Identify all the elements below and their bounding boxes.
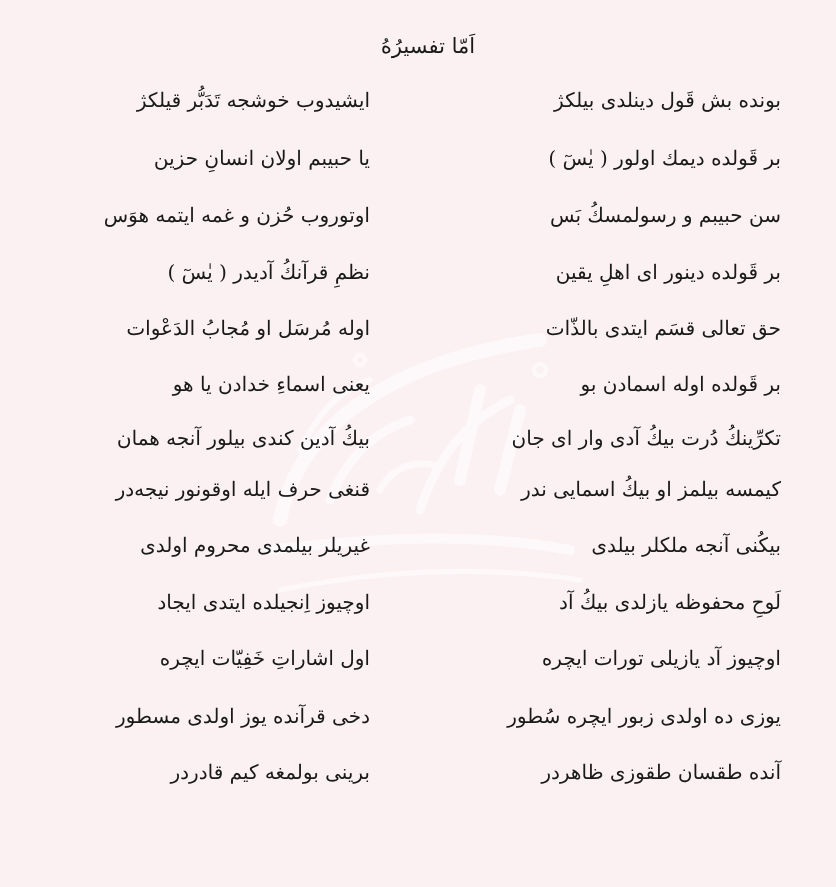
verse-second-hemistich: قنغی حرف ایله اوقونور نیجه‌در <box>115 477 370 501</box>
verse-first-hemistich: تكرِّینكُ دُرت بیكُ آدی وار ای جان <box>511 426 781 450</box>
section-heading <box>0 26 836 66</box>
verse-row <box>0 582 836 622</box>
verse-row <box>0 638 836 678</box>
verse-first-hemistich: حق تعالی قسَم ایتدی بالذّات <box>545 316 781 340</box>
heading-text: اَمّا تفسیرُهُ <box>380 34 476 58</box>
verse-second-hemistich: اوتوروب حُزن و غمه ایتمه هوَس <box>103 203 370 227</box>
verse-row <box>0 138 836 178</box>
verse-second-hemistich: اوچیوز اِنجیلده ایتدی ایجاد <box>157 590 370 614</box>
verse-first-hemistich: بونده بش قَول دینلدی بیلکژ <box>554 88 781 112</box>
verse-row <box>0 469 836 509</box>
verse-second-hemistich: ایشیدوب خوشجه تَدَبُّر قیلکژ <box>136 88 370 112</box>
verse-first-hemistich: آنده طقسان طقوزی ظاهردر <box>541 760 781 784</box>
verse-second-hemistich: دخی قرآنده یوز اولدی مسطور <box>115 704 370 728</box>
verse-row <box>0 418 836 458</box>
verse-first-hemistich: بیكُنی آنجه ملكلر بیلدی <box>591 533 781 557</box>
verse-first-hemistich: لَوحِ محفوظه یازلدی بیكُ آد <box>559 590 781 614</box>
verse-first-hemistich: اوچیوز آد یازیلی تورات ایچره <box>541 646 781 670</box>
verse-row <box>0 80 836 120</box>
watermark-calligraphy-seal <box>240 300 600 630</box>
verse-second-hemistich: نظمِ قرآنكُ آدیدر ( یٰسٓ ) <box>167 260 370 284</box>
verse-first-hemistich: بر قَولده دینور ای اهلِ یقین <box>555 260 781 284</box>
verse-first-hemistich: بر قَولده دیمك اولور ( یٰسٓ ) <box>548 146 781 170</box>
verse-second-hemistich: یا حبیبم اولان انسانِ حزین <box>153 146 370 170</box>
verse-second-hemistich: اول اشاراتِ خَفِیّات ایچره <box>159 646 370 670</box>
verse-second-hemistich: اوله مُرسَل او مُجابُ الدَعْوات <box>126 316 370 340</box>
verse-first-hemistich: سن حبیبم و رسولمسكُ بَس <box>549 203 781 227</box>
verse-row <box>0 252 836 292</box>
verse-row <box>0 364 836 404</box>
verse-second-hemistich: برینی بولمغه کیم قادردر <box>170 760 370 784</box>
verse-row <box>0 752 836 792</box>
verse-row <box>0 195 836 235</box>
verse-row <box>0 525 836 565</box>
verse-first-hemistich: یوزی ده اولدی زبور ایچره سُطور <box>507 704 781 728</box>
verse-second-hemistich: یعنی اسماءِ خدادن یا هو <box>172 372 370 396</box>
verse-first-hemistich: بر قَولده اوله اسمادن بو <box>580 372 781 396</box>
verse-first-hemistich: کیمسه بیلمز او بیكُ اسمایی ندر <box>521 477 781 501</box>
verse-second-hemistich: غیریلر بیلمدی محروم اولدی <box>140 533 370 557</box>
verse-second-hemistich: بیكُ آدین كندی بیلور آنجه همان <box>116 426 370 450</box>
verse-row <box>0 308 836 348</box>
verse-row <box>0 696 836 736</box>
